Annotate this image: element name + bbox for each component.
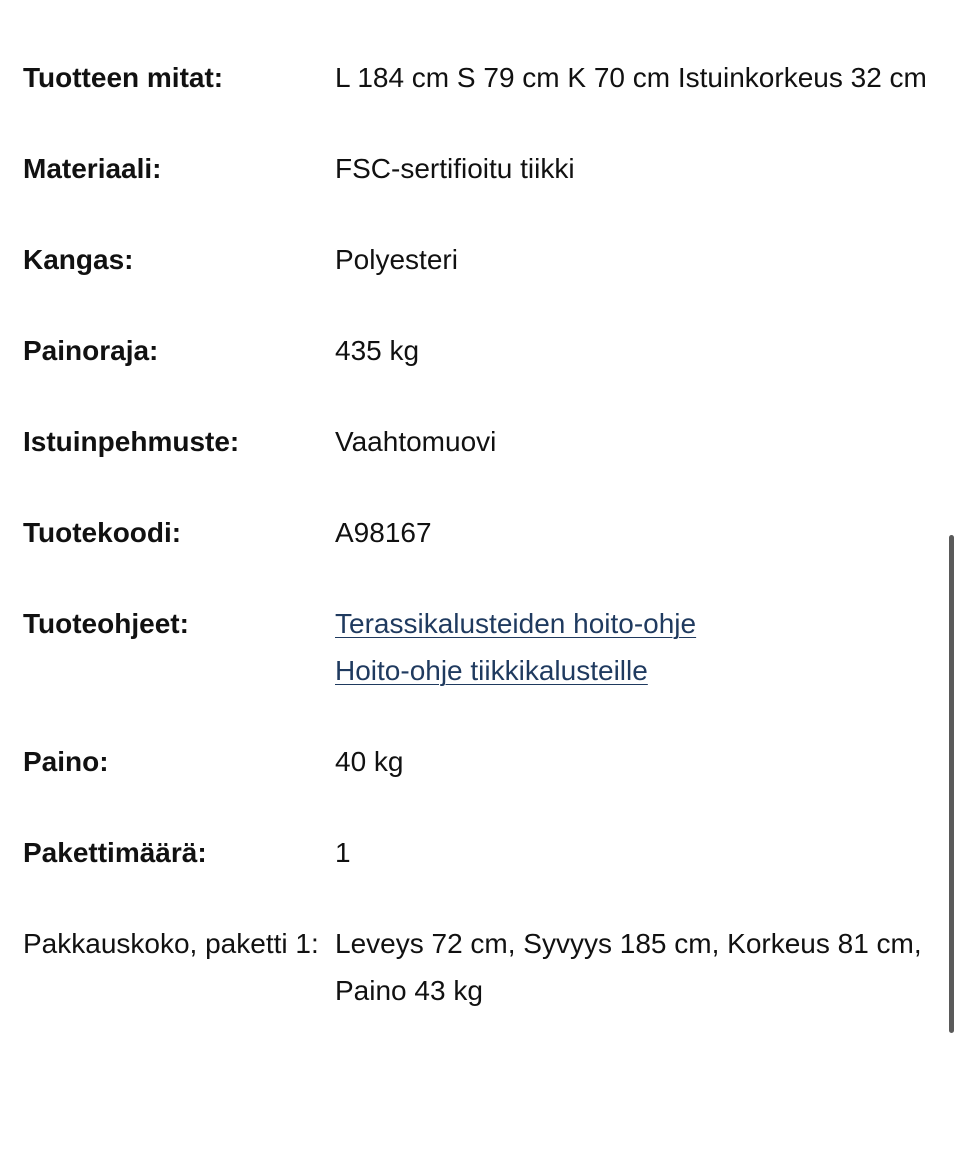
spec-label: Kangas: [23, 244, 134, 275]
spec-label: Paino: [23, 746, 109, 777]
spec-value: Leveys 72 cm, Syvyys 185 cm, Korkeus 81 cm, Paino 43 kg [335, 928, 922, 1006]
vertical-scrollbar[interactable] [949, 535, 954, 1033]
spec-row-material [23, 145, 938, 192]
spec-row-weight-limit [23, 327, 938, 374]
spec-row-dimensions [23, 54, 938, 101]
product-specs-table [23, 54, 938, 1058]
spec-row-product-code [23, 509, 938, 556]
care-instructions-link-teak[interactable]: Hoito-ohje tiikkikalusteille [335, 655, 648, 686]
spec-value: 40 kg [335, 746, 404, 777]
spec-links [335, 600, 938, 694]
spec-value: FSC-sertifioitu tiikki [335, 153, 575, 184]
spec-label: Tuotekoodi: [23, 517, 182, 548]
spec-label: Painoraja: [23, 335, 159, 366]
spec-row-seat-cushion [23, 418, 938, 465]
spec-value: Polyesteri [335, 244, 458, 275]
spec-label: Tuoteohjeet: [23, 608, 189, 639]
spec-label: Materiaali: [23, 153, 162, 184]
care-instructions-link-terrace[interactable]: Terassikalusteiden hoito-ohje [335, 608, 697, 639]
spec-label: Istuinpehmuste: [23, 426, 240, 457]
spec-value: 1 [335, 837, 351, 868]
spec-value: A98167 [335, 517, 432, 548]
spec-label: Tuotteen mitat: [23, 62, 224, 93]
spec-label: Pakkauskoko, paketti 1: [23, 928, 319, 959]
spec-row-package-size [23, 920, 938, 1014]
spec-value: L 184 cm S 79 cm K 70 cm Istuinkorkeus 32 cm [335, 62, 927, 93]
spec-row-fabric [23, 236, 938, 283]
spec-value: 435 kg [335, 335, 420, 366]
spec-row-weight [23, 738, 938, 785]
spec-value: Vaahtomuovi [335, 426, 497, 457]
spec-label: Pakettimäärä: [23, 837, 207, 868]
spec-row-package-count [23, 829, 938, 876]
spec-row-product-instructions [23, 600, 938, 694]
